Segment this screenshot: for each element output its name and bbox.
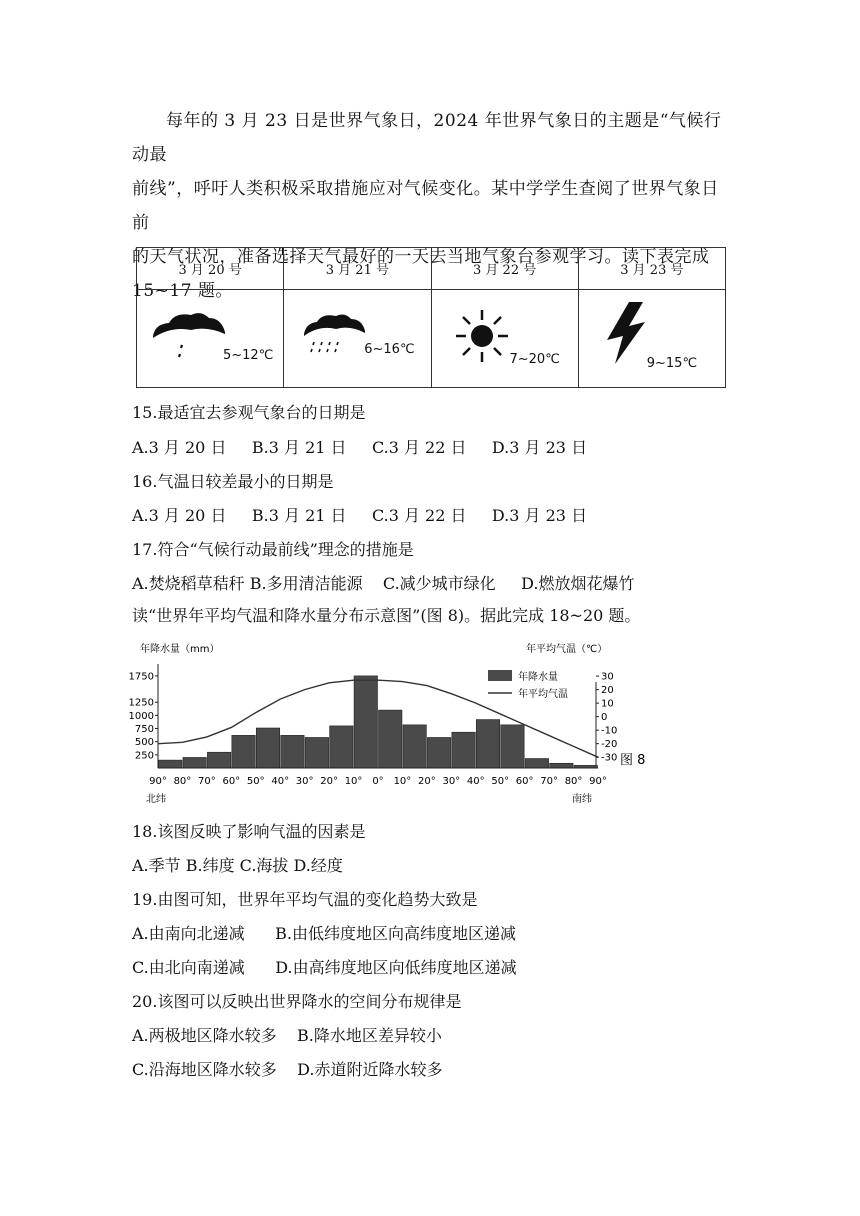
right-tick-label: -20 xyxy=(601,739,618,751)
intro-line-1: 每年的 3 月 23 日是世界气象日，2024 年世界气象日的主题是“气候行动最 xyxy=(132,111,722,165)
question-20-options-cd: C.沿海地区降水较多 D.赤道附近降水较多 xyxy=(132,1060,443,1079)
precipitation-bar xyxy=(330,726,353,768)
x-tick-label: 60° xyxy=(515,776,534,787)
rain-cloud-icon xyxy=(302,312,368,356)
weather-cell xyxy=(578,290,725,388)
precipitation-bar xyxy=(256,728,279,768)
weather-header-row xyxy=(137,248,726,290)
x-tick-label: 90° xyxy=(589,776,607,787)
precipitation-bar xyxy=(281,735,304,768)
x-tick-label: 90° xyxy=(149,776,167,787)
right-tick-label: 10 xyxy=(601,698,614,710)
question-19: 19.由图可知，世界年平均气温的变化趋势大致是 xyxy=(132,890,478,909)
legend-label-precipitation: 年降水量 xyxy=(518,672,558,683)
precipitation-bar xyxy=(159,760,182,768)
left-tick-label: 1000 xyxy=(128,710,154,722)
x-tick-label: 20° xyxy=(418,776,436,787)
weather-cell xyxy=(431,290,578,388)
x-tick-label: 60° xyxy=(222,776,241,787)
question-18-options: A.季节 B.纬度 C.海拔 D.经度 xyxy=(132,856,343,875)
light-rain-cloud-icon xyxy=(151,310,229,362)
precipitation-bar xyxy=(232,735,255,768)
precipitation-bar xyxy=(550,763,573,768)
precipitation-bar xyxy=(427,737,450,768)
weather-cell xyxy=(284,290,431,388)
sun-icon xyxy=(454,308,510,364)
x-tick-label: 70° xyxy=(540,776,558,787)
precipitation-bar xyxy=(403,725,426,768)
question-17-options: A.焚烧稻草秸秆 B.多用清洁能源 C.减少城市绿化 D.燃放烟花爆竹 xyxy=(132,574,635,593)
x-tick-label: 30° xyxy=(442,776,461,787)
right-tick-label: 0 xyxy=(601,712,608,724)
date-cell: 3 月 20 号 xyxy=(137,248,284,290)
question-19-options-ab: A.由南向北递减 B.由低纬度地区向高纬度地区递减 xyxy=(132,924,517,943)
precipitation-bar xyxy=(183,757,206,768)
x-tick-label: 50° xyxy=(491,776,510,787)
left-tick-label: 500 xyxy=(134,737,154,749)
left-tick-label: 750 xyxy=(134,724,154,736)
x-end-label-north: 北纬 xyxy=(146,794,166,805)
lightning-icon xyxy=(603,300,649,366)
x-tick-label: 10° xyxy=(393,776,412,787)
x-tick-label: 30° xyxy=(295,776,314,787)
intro-line-3: 的天气状况，准备选择天气最好的一天去当地气象台参观学习。读下表完成 xyxy=(132,247,710,267)
question-20-options-ab: A.两极地区降水较多 B.降水地区差异较小 xyxy=(132,1026,442,1045)
precipitation-bar xyxy=(354,676,377,768)
temperature-range: 5~12℃ xyxy=(223,348,274,363)
right-tick-label: -30 xyxy=(601,752,618,764)
x-tick-label: 70° xyxy=(198,776,216,787)
question-17: 17.符合“气候行动最前线”理念的措施是 xyxy=(132,540,414,559)
figure-8-chart xyxy=(128,636,656,808)
intro-line-4: 15~17 题。 xyxy=(132,281,233,301)
x-tick-label: 80° xyxy=(564,776,583,787)
precipitation-bar xyxy=(452,732,475,768)
right-axis-title: 年平均气温（℃） xyxy=(526,644,608,655)
precipitation-bar xyxy=(501,725,524,768)
x-tick-label: 20° xyxy=(320,776,338,787)
left-tick-label: 1750 xyxy=(128,671,154,683)
right-tick-label: 30 xyxy=(601,671,614,683)
x-tick-label: 40° xyxy=(466,776,485,787)
precipitation-bar xyxy=(379,710,402,768)
x-tick-label: 0° xyxy=(372,776,384,787)
chart-svg xyxy=(128,636,656,808)
precipitation-bar xyxy=(476,720,499,768)
x-tick-label: 10° xyxy=(344,776,363,787)
temperature-range: 9~15℃ xyxy=(646,356,698,371)
left-axis-title: 年降水量（mm） xyxy=(140,644,220,655)
precipitation-bar xyxy=(525,759,548,768)
weather-cell xyxy=(137,290,284,388)
weather-table xyxy=(136,247,726,388)
date-cell: 3 月 23 号 xyxy=(578,248,725,290)
precipitation-bar xyxy=(305,737,328,768)
question-16-options: A.3 月 20 日 B.3 月 21 日 C.3 月 22 日 D.3 月 23 日 xyxy=(132,506,588,525)
temperature-range: 6~16℃ xyxy=(364,342,415,357)
question-18: 18.该图反映了影响气温的因素是 xyxy=(132,822,366,841)
x-tick-label: 50° xyxy=(246,776,265,787)
right-tick-label: -10 xyxy=(601,725,618,737)
question-20: 20.该图可以反映出世界降水的空间分布规律是 xyxy=(132,992,462,1011)
right-tick-label: 20 xyxy=(601,685,614,697)
date-cell: 3 月 22 号 xyxy=(431,248,578,290)
legend-bar-swatch xyxy=(488,670,512,681)
question-16: 16.气温日较差最小的日期是 xyxy=(132,472,334,491)
x-tick-label: 80° xyxy=(173,776,192,787)
chart-reading-instruction: 读“世界年平均气温和降水量分布示意图”(图 8)。据此完成 18~20 题。 xyxy=(132,606,641,625)
question-15-options: A.3 月 20 日 B.3 月 21 日 C.3 月 22 日 D.3 月 23 日 xyxy=(132,438,588,457)
intro-line-2: 前线”，呼吁人类积极采取措施应对气候变化。某中学学生查阅了世界气象日前 xyxy=(132,179,719,233)
left-tick-label: 1250 xyxy=(128,697,154,709)
x-tick-label: 40° xyxy=(271,776,290,787)
date-cell: 3 月 21 号 xyxy=(284,248,431,290)
precipitation-bar xyxy=(207,752,230,768)
question-19-options-cd: C.由北向南递减 D.由高纬度地区向低纬度地区递减 xyxy=(132,958,517,977)
temperature-range: 7~20℃ xyxy=(509,352,560,367)
left-tick-label: 250 xyxy=(134,750,154,762)
legend-label-temperature: 年平均气温 xyxy=(518,689,568,700)
figure-label: 图 8 xyxy=(620,753,646,768)
question-15: 15.最适宜去参观气象台的日期是 xyxy=(132,403,366,422)
weather-icon-row xyxy=(137,290,726,388)
x-end-label-south: 南纬 xyxy=(572,794,592,805)
